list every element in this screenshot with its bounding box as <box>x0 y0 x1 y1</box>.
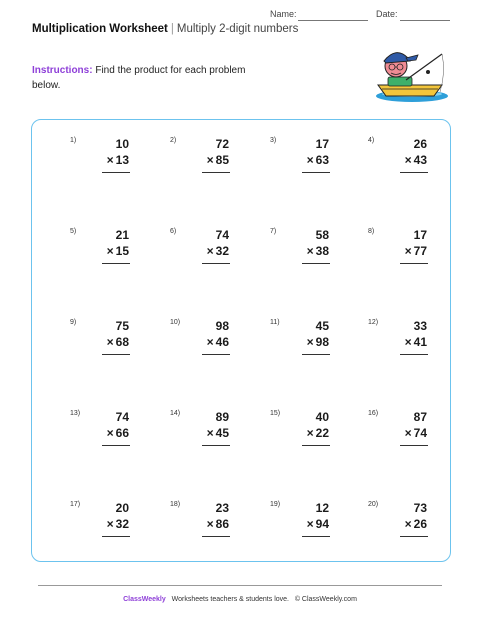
times-sign: × <box>306 244 314 258</box>
problem-3 <box>270 137 340 181</box>
multiplicand: 87 <box>413 410 427 424</box>
answer-line[interactable] <box>102 536 130 537</box>
answer-line[interactable] <box>400 445 428 446</box>
times-sign: × <box>106 426 114 440</box>
times-sign: × <box>206 426 214 440</box>
footer-copyright: © ClassWeekly.com <box>294 596 357 603</box>
footer <box>0 596 480 603</box>
problem-number: 10) <box>170 319 181 326</box>
answer-line[interactable] <box>102 263 130 264</box>
times-sign: × <box>106 517 114 531</box>
multiplier: 77 <box>413 244 427 258</box>
problem-4 <box>368 137 438 181</box>
problem-18 <box>170 501 240 545</box>
multiplicand: 40 <box>315 410 329 424</box>
multiplicand: 33 <box>413 319 427 333</box>
problem-number: 2) <box>170 137 177 144</box>
multiplicand: 45 <box>315 319 329 333</box>
problem-7 <box>270 228 340 272</box>
problem-9 <box>70 319 140 363</box>
multiplier: 32 <box>115 517 129 531</box>
problem-8 <box>368 228 438 272</box>
problem-number: 9) <box>70 319 77 326</box>
multiplier: 43 <box>413 153 427 167</box>
problem-number: 8) <box>368 228 375 235</box>
problem-5 <box>70 228 140 272</box>
problem-15 <box>270 410 340 454</box>
problem-19 <box>270 501 340 545</box>
problem-20 <box>368 501 438 545</box>
multiplier: 13 <box>115 153 129 167</box>
multiplier: 68 <box>115 335 129 349</box>
times-sign: × <box>306 517 314 531</box>
multiplier-row <box>207 426 229 440</box>
problem-11 <box>270 319 340 363</box>
multiplier-row <box>307 426 329 440</box>
times-sign: × <box>404 244 412 258</box>
problem-number: 3) <box>270 137 277 144</box>
fishing-kid-illustration <box>370 42 450 104</box>
multiplier-row <box>405 426 427 440</box>
problem-12 <box>368 319 438 363</box>
multiplicand: 20 <box>115 501 129 515</box>
multiplicand: 26 <box>413 137 427 151</box>
multiplicand: 73 <box>413 501 427 515</box>
multiplicand: 74 <box>115 410 129 424</box>
title-main: Multiplication Worksheet <box>32 23 168 35</box>
multiplier: 45 <box>215 426 229 440</box>
multiplier: 41 <box>413 335 427 349</box>
problem-number: 14) <box>170 410 181 417</box>
multiplier-row <box>405 244 427 258</box>
times-sign: × <box>306 153 314 167</box>
multiplicand: 23 <box>215 501 229 515</box>
instructions-text: Find the product for each problem below. <box>32 65 246 91</box>
problem-number: 1) <box>70 137 77 144</box>
answer-line[interactable] <box>400 536 428 537</box>
times-sign: × <box>404 335 412 349</box>
problem-number: 16) <box>368 410 379 417</box>
problem-17 <box>70 501 140 545</box>
answer-line[interactable] <box>202 263 230 264</box>
multiplier-row <box>207 517 229 531</box>
date-line <box>400 20 450 21</box>
answer-line[interactable] <box>202 172 230 173</box>
multiplicand: 74 <box>215 228 229 242</box>
problem-number: 4) <box>368 137 375 144</box>
problem-number: 19) <box>270 501 281 508</box>
times-sign: × <box>306 335 314 349</box>
problem-13 <box>70 410 140 454</box>
problem-10 <box>170 319 240 363</box>
multiplier: 66 <box>115 426 129 440</box>
page-title <box>32 23 298 35</box>
multiplier: 85 <box>215 153 229 167</box>
multiplicand: 12 <box>315 501 329 515</box>
instructions <box>32 63 262 93</box>
problem-16 <box>368 410 438 454</box>
answer-line[interactable] <box>202 445 230 446</box>
answer-line[interactable] <box>202 354 230 355</box>
problem-number: 17) <box>70 501 81 508</box>
problem-number: 7) <box>270 228 277 235</box>
times-sign: × <box>306 426 314 440</box>
times-sign: × <box>106 244 114 258</box>
multiplicand: 17 <box>315 137 329 151</box>
problem-1 <box>70 137 140 181</box>
name-label: Name: <box>270 9 297 19</box>
multiplicand: 17 <box>413 228 427 242</box>
multiplier-row <box>107 426 129 440</box>
times-sign: × <box>206 335 214 349</box>
problem-14 <box>170 410 240 454</box>
times-sign: × <box>206 153 214 167</box>
footer-brand: ClassWeekly <box>123 596 166 603</box>
times-sign: × <box>106 335 114 349</box>
multiplier: 22 <box>315 426 329 440</box>
problem-number: 13) <box>70 410 81 417</box>
times-sign: × <box>206 517 214 531</box>
problem-number: 18) <box>170 501 181 508</box>
answer-line[interactable] <box>302 445 330 446</box>
times-sign: × <box>404 153 412 167</box>
multiplier: 74 <box>413 426 427 440</box>
multiplier: 15 <box>115 244 129 258</box>
multiplicand: 75 <box>115 319 129 333</box>
problem-2 <box>170 137 240 181</box>
answer-line[interactable] <box>400 172 428 173</box>
problem-number: 5) <box>70 228 77 235</box>
answer-line[interactable] <box>102 172 130 173</box>
title-separator: | <box>170 23 174 35</box>
problem-number: 12) <box>368 319 379 326</box>
multiplier-row <box>207 335 229 349</box>
footer-tagline: Worksheets teachers & students love. <box>171 596 289 603</box>
multiplicand: 98 <box>215 319 229 333</box>
answer-line[interactable] <box>102 354 130 355</box>
multiplier-row <box>107 517 129 531</box>
multiplier-row <box>307 153 329 167</box>
answer-line[interactable] <box>302 354 330 355</box>
multiplier-row <box>307 517 329 531</box>
multiplier-row <box>107 153 129 167</box>
problem-number: 20) <box>368 501 379 508</box>
multiplier-row <box>107 335 129 349</box>
problem-number: 6) <box>170 228 177 235</box>
title-sub: Multiply 2-digit numbers <box>176 23 299 35</box>
multiplicand: 21 <box>115 228 129 242</box>
answer-line[interactable] <box>400 354 428 355</box>
multiplier: 86 <box>215 517 229 531</box>
multiplier-row <box>405 517 427 531</box>
multiplier-row <box>405 153 427 167</box>
multiplier: 38 <box>315 244 329 258</box>
multiplier-row <box>207 244 229 258</box>
multiplier-row <box>405 335 427 349</box>
answer-line[interactable] <box>302 263 330 264</box>
multiplicand: 58 <box>315 228 329 242</box>
multiplier-row <box>307 335 329 349</box>
footer-divider <box>38 585 442 586</box>
problem-number: 11) <box>270 319 280 326</box>
multiplier: 98 <box>315 335 329 349</box>
answer-line[interactable] <box>202 536 230 537</box>
multiplier: 94 <box>315 517 329 531</box>
multiplier-row <box>307 244 329 258</box>
times-sign: × <box>106 153 114 167</box>
answer-line[interactable] <box>302 536 330 537</box>
multiplicand: 10 <box>115 137 129 151</box>
multiplier: 63 <box>315 153 329 167</box>
times-sign: × <box>404 426 412 440</box>
problem-6 <box>170 228 240 272</box>
date-label: Date: <box>376 9 398 19</box>
answer-line[interactable] <box>302 172 330 173</box>
answer-line[interactable] <box>400 263 428 264</box>
multiplier-row <box>107 244 129 258</box>
multiplier: 46 <box>215 335 229 349</box>
name-line <box>298 20 368 21</box>
problem-number: 15) <box>270 410 281 417</box>
instructions-label: Instructions: <box>32 65 93 76</box>
multiplier: 26 <box>413 517 427 531</box>
answer-line[interactable] <box>102 445 130 446</box>
multiplicand: 72 <box>215 137 229 151</box>
multiplier-row <box>207 153 229 167</box>
multiplicand: 89 <box>215 410 229 424</box>
times-sign: × <box>404 517 412 531</box>
times-sign: × <box>206 244 214 258</box>
multiplier: 32 <box>215 244 229 258</box>
